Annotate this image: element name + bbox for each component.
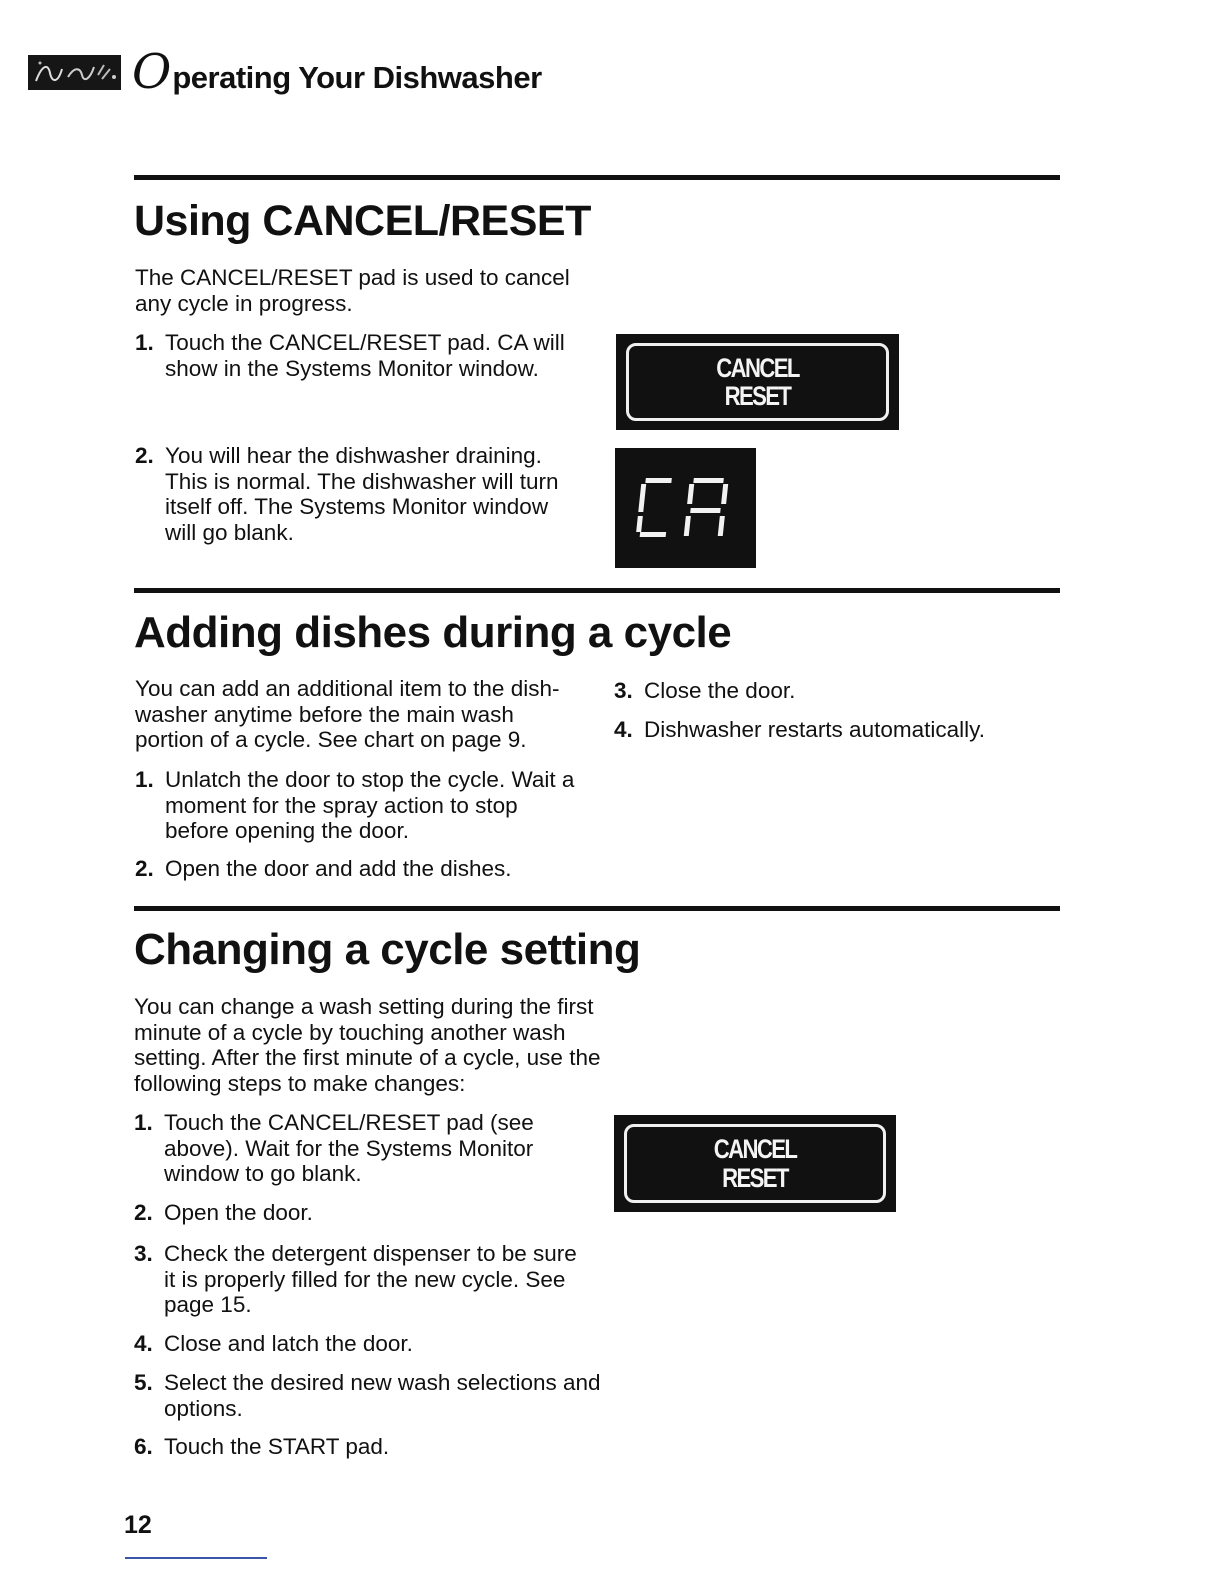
- intro-line: portion of a cycle. See chart on page 9.: [135, 727, 527, 752]
- list-item: [134, 1110, 594, 1188]
- step-number: 2.: [134, 1200, 153, 1225]
- step-line: Dishwasher restarts automatically.: [644, 717, 985, 742]
- step-line: Close and latch the door.: [164, 1331, 413, 1356]
- page-header-title: [132, 44, 542, 103]
- step-line: options.: [164, 1395, 243, 1421]
- list-item: [135, 330, 595, 382]
- step-line: show in the Systems Monitor window.: [165, 355, 539, 381]
- step-line: Touch the CANCEL/RESET pad (see: [164, 1110, 534, 1135]
- step-line: Unlatch the door to stop the cycle. Wait a: [165, 767, 575, 792]
- list-item: [135, 856, 595, 882]
- intro-line: minute of a cycle by touching another wash: [134, 1019, 566, 1045]
- step-number: 4.: [614, 717, 633, 742]
- header-title-rest: perating Your Dishwasher: [172, 60, 542, 95]
- step-number: 4.: [134, 1331, 153, 1356]
- intro-line: following steps to make changes:: [134, 1070, 466, 1096]
- intro-line: You can change a wash setting during the first: [134, 994, 594, 1019]
- list-item: [614, 678, 1034, 704]
- step-line: Touch the START pad.: [164, 1434, 390, 1459]
- pad-label-cancel: CANCEL: [716, 353, 799, 383]
- step-number: 2.: [135, 443, 154, 468]
- cancel-reset-intro: [135, 265, 570, 316]
- cancel-reset-pad-illustration: [614, 1115, 896, 1212]
- intro-line: The CANCEL/RESET pad is used to cancel: [135, 265, 570, 290]
- section-divider: [134, 175, 1060, 180]
- page-number: 12: [124, 1511, 152, 1539]
- header-title-initial: O: [132, 44, 172, 100]
- step-line: before opening the door.: [165, 818, 409, 843]
- list-item: [135, 767, 595, 845]
- intro-line: any cycle in progress.: [135, 290, 353, 316]
- intro-line: washer anytime before the main wash: [135, 701, 514, 727]
- list-item: [134, 1200, 594, 1226]
- step-line: will go blank.: [165, 519, 294, 545]
- step-line: Close the door.: [644, 678, 796, 703]
- changing-cycle-intro: [134, 994, 600, 1096]
- step-number: 1.: [135, 330, 154, 355]
- section-title-adding-dishes: Adding dishes during a cycle: [134, 608, 732, 657]
- step-line: it is properly filled for the new cycle. See: [164, 1266, 566, 1292]
- list-item: [134, 1241, 604, 1319]
- systems-monitor-display: [615, 448, 756, 568]
- step-line: This is normal. The dishwasher will turn: [165, 468, 559, 494]
- step-number: 3.: [614, 678, 633, 703]
- step-line: You will hear the dishwasher draining.: [165, 443, 542, 468]
- step-line: window to go blank.: [164, 1161, 362, 1186]
- section-title-changing-cycle: Changing a cycle setting: [134, 925, 641, 974]
- adding-dishes-intro: [135, 676, 559, 753]
- list-item: [135, 443, 595, 547]
- step-number: 1.: [135, 767, 154, 792]
- step-number: 1.: [134, 1110, 153, 1135]
- step-number: 5.: [134, 1370, 153, 1395]
- step-line: Check the detergent dispenser to be sure: [164, 1241, 577, 1266]
- list-item: [614, 717, 1034, 743]
- step-line: moment for the spray action to stop: [165, 792, 518, 818]
- step-line: Open the door and add the dishes.: [165, 856, 512, 881]
- step-line: page 15.: [164, 1292, 252, 1317]
- header-logo-icon: [28, 55, 121, 90]
- step-number: 3.: [134, 1241, 153, 1266]
- step-line: Touch the CANCEL/RESET pad. CA will: [165, 330, 565, 355]
- step-number: 2.: [135, 856, 154, 881]
- section-divider: [134, 588, 1060, 593]
- intro-line: setting. After the first minute of a cycle, use the: [134, 1045, 601, 1070]
- step-line: Open the door.: [164, 1200, 313, 1225]
- step-number: 6.: [134, 1434, 153, 1459]
- section-divider: [134, 906, 1060, 911]
- list-item: [134, 1370, 604, 1422]
- pad-label-reset: RESET: [722, 1163, 788, 1193]
- step-line: above). Wait for the Systems Monitor: [164, 1135, 534, 1161]
- list-item: [134, 1434, 594, 1460]
- footer-rule: [125, 1557, 267, 1559]
- section-title-cancel-reset: Using CANCEL/RESET: [134, 197, 591, 245]
- step-line: itself off. The Systems Monitor window: [165, 494, 549, 519]
- step-line: Select the desired new wash selections and: [164, 1370, 601, 1395]
- list-item: [134, 1331, 594, 1357]
- cancel-reset-pad-illustration: [616, 334, 899, 430]
- intro-line: You can add an additional item to the dish-: [135, 676, 560, 701]
- pad-label-reset: RESET: [724, 381, 791, 411]
- pad-label-cancel: CANCEL: [713, 1134, 797, 1164]
